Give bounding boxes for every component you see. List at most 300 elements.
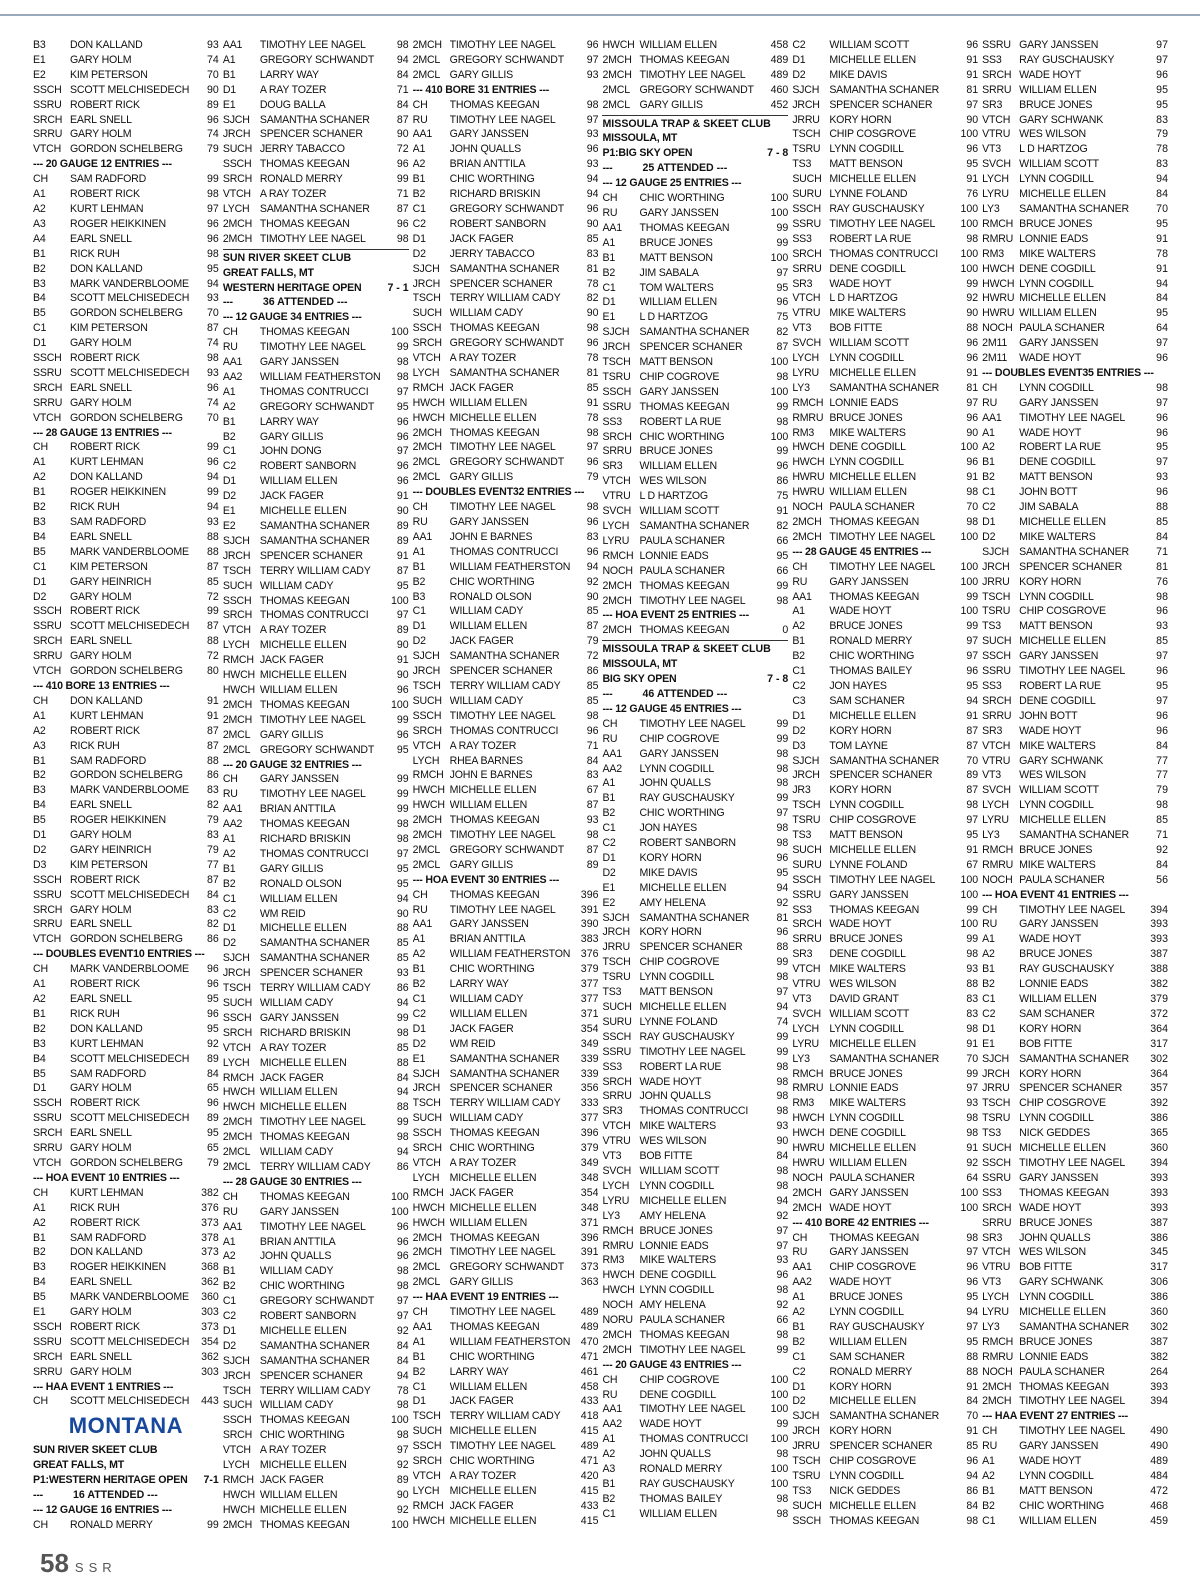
class-code: D2: [222, 490, 236, 503]
score: 78: [586, 352, 599, 365]
score: 98: [396, 1265, 409, 1278]
score: 65: [207, 1082, 219, 1095]
shooter-name: JACK FAGER: [259, 1474, 324, 1486]
result-row: [413, 575, 599, 590]
result-row: [413, 664, 599, 679]
result-row: [33, 83, 219, 98]
class-code: 2MCH: [412, 1231, 442, 1244]
result-row: [223, 459, 409, 474]
score: 390: [580, 918, 599, 931]
event-header: --- HOA EVENT 10 ENTRIES ---: [33, 1171, 180, 1184]
class-code: B1: [792, 1320, 805, 1333]
class-code: C1: [792, 665, 806, 678]
result-row: [413, 798, 599, 813]
result-row: [982, 1171, 1168, 1186]
shooter-name: KIM PETERSON: [70, 322, 148, 335]
score: 98: [207, 247, 219, 260]
result-row: [982, 858, 1168, 873]
score: 85: [586, 694, 599, 707]
result-row: [792, 768, 978, 783]
score: 91: [966, 709, 979, 722]
class-code: B2: [982, 978, 995, 991]
score: 362: [201, 1350, 219, 1363]
score: 96: [966, 337, 979, 350]
class-code: D1: [412, 232, 426, 245]
class-code: B4: [33, 1276, 46, 1289]
shooter-name: SCOTT MELCHISEDECH: [70, 1112, 190, 1125]
class-code: TSRU: [792, 143, 821, 156]
result-row: [792, 575, 978, 590]
score: 96: [586, 143, 599, 156]
class-code: B2: [33, 501, 46, 514]
score: 70: [966, 501, 979, 514]
score: 96: [586, 39, 599, 51]
class-code: CH: [792, 560, 808, 573]
result-row: [982, 187, 1168, 202]
result-row: [223, 1249, 409, 1264]
result-row: [223, 430, 409, 445]
class-code: B1: [412, 173, 426, 186]
shooter-name: THOMAS KEEGAN: [259, 1190, 350, 1203]
shooter-name: MIKE WALTERS: [829, 963, 906, 976]
class-code: B2: [412, 978, 426, 991]
result-row: [792, 634, 978, 649]
score: 394: [1150, 1395, 1168, 1408]
class-code: SRRU: [33, 128, 63, 141]
shooter-name: WILLIAM ELLEN: [259, 683, 338, 696]
result-row: [982, 142, 1168, 157]
shooter-name: GARY JANSSEN: [1019, 1171, 1099, 1184]
class-code: SRCH: [412, 337, 442, 350]
class-code: SRCH: [222, 609, 253, 622]
result-row: [602, 83, 788, 98]
shooter-name: ROBERT RICK: [70, 352, 140, 365]
score: 95: [207, 1127, 219, 1140]
score: 97: [966, 650, 979, 663]
shooter-name: CHIP COSGROVE: [829, 1261, 916, 1274]
shooter-name: BOB FITTE: [1019, 1037, 1073, 1050]
class-code: SSCH: [792, 1514, 821, 1527]
shooter-name: EARL SNELL: [70, 635, 132, 648]
shoot-info-label: ---: [602, 162, 613, 175]
shooter-name: MICHELLE ELLEN: [1019, 292, 1106, 305]
score: 97: [776, 266, 789, 279]
score: 98: [966, 1514, 979, 1527]
class-code: SRRU: [33, 396, 63, 409]
class-code: HWCH: [792, 456, 825, 469]
class-code: VTCH: [982, 739, 1011, 752]
class-code: 2MCL: [222, 1160, 251, 1173]
result-row: [33, 411, 219, 426]
result-row: [792, 1007, 978, 1022]
result-row: [413, 604, 599, 619]
score: 100: [390, 1190, 409, 1203]
shooter-name: THOMAS KEEGAN: [449, 814, 540, 827]
result-row: [792, 396, 978, 411]
shooter-name: JACK FAGER: [259, 490, 324, 503]
result-row: [223, 187, 409, 202]
result-row: [33, 38, 219, 53]
result-row: [33, 98, 219, 113]
event-header: --- HOA EVENT 25 ENTRIES ---: [602, 609, 749, 622]
shooter-name: LYNNE FOLAND: [639, 1015, 718, 1028]
club-location: MISSOULA, MT: [602, 658, 678, 671]
score: 91: [207, 694, 219, 707]
result-row: [413, 366, 599, 381]
class-code: SURU: [792, 858, 822, 871]
result-row: [223, 743, 409, 758]
result-row: [223, 202, 409, 217]
shooter-name: TIMOTHY LEE NAGEL: [259, 232, 366, 245]
shooter-name: A RAY TOZER: [259, 1444, 327, 1457]
result-row: [982, 1231, 1168, 1246]
result-row: [33, 306, 219, 321]
result-row: [602, 1447, 788, 1462]
shooter-name: THOMAS KEEGAN: [449, 322, 540, 335]
score: 100: [390, 326, 409, 339]
class-code: JR3: [792, 784, 811, 797]
shooter-name: TIMOTHY LEE NAGEL: [449, 113, 556, 126]
class-code: B2: [602, 807, 616, 820]
score: 94: [966, 694, 979, 707]
shooter-name: CHIC WORTHING: [1019, 1499, 1105, 1512]
score: 93: [207, 366, 219, 379]
result-row: [413, 1245, 599, 1260]
result-row: [223, 1026, 409, 1041]
result-row: [602, 266, 788, 281]
score: 393: [1150, 1380, 1168, 1393]
class-code: VTCH: [33, 143, 62, 156]
score: 100: [390, 1518, 409, 1531]
class-code: VT3: [982, 1276, 1001, 1289]
shoot-info-label: BIG SKY OPEN: [602, 673, 677, 686]
shooter-name: DENE COGDILL: [829, 948, 906, 961]
score: 98: [396, 833, 409, 846]
event-header: --- 12 GAUGE 16 ENTRIES ---: [33, 1504, 172, 1516]
class-code: 2MCH: [412, 1246, 442, 1259]
shooter-name: GARY JANSSEN: [829, 1246, 909, 1259]
result-row: [602, 519, 788, 534]
score: 97: [1156, 337, 1168, 350]
result-row: [982, 1037, 1168, 1052]
class-code: HWCH: [222, 1488, 255, 1501]
class-code: VTCH: [412, 352, 441, 365]
result-row: [792, 1335, 978, 1350]
score: 93: [586, 128, 599, 141]
result-row: [223, 53, 409, 68]
class-code: D1: [33, 829, 47, 842]
score: 93: [207, 516, 219, 528]
shooter-name: THOMAS CONTRUCCI: [449, 724, 559, 737]
result-row: [33, 619, 219, 634]
shooter-name: KURT LEHMAN: [70, 709, 144, 722]
result-row: [223, 638, 409, 653]
result-row: [792, 351, 978, 366]
score: 378: [201, 1231, 219, 1244]
score: 433: [580, 1395, 599, 1408]
class-code: SS3: [982, 1186, 1002, 1199]
event-header: --- 20 GAUGE 43 ENTRIES ---: [602, 1358, 742, 1371]
score: 71: [1156, 829, 1168, 842]
shooter-name: THOMAS KEEGAN: [639, 579, 730, 592]
result-row: [413, 127, 599, 142]
shooter-name: DENE COGDILL: [1019, 694, 1096, 707]
class-code: SJCH: [222, 113, 250, 126]
result-row: [602, 1417, 788, 1432]
shooter-name: MICHELLE ELLEN: [449, 1484, 537, 1497]
score: 379: [1150, 993, 1168, 1005]
event-header: --- HOA EVENT 41 ENTRIES ---: [982, 888, 1129, 901]
result-row: [33, 113, 219, 128]
shooter-name: JOHN E BARNES: [449, 530, 533, 543]
score: 97: [396, 445, 409, 458]
class-code: A2: [602, 1448, 616, 1461]
shoot-info: [223, 295, 409, 310]
result-row: [223, 728, 409, 743]
class-code: C1: [33, 560, 47, 573]
score: 99: [207, 1518, 219, 1531]
class-code: HWCH: [602, 1284, 635, 1297]
score: 415: [580, 1514, 599, 1527]
result-row: [792, 1394, 978, 1409]
result-row: [223, 1443, 409, 1458]
class-code: SR3: [602, 460, 623, 473]
class-code: RMCH: [982, 843, 1014, 856]
shooter-name: DON KALLAND: [70, 1246, 143, 1259]
class-code: SUCH: [982, 1142, 1012, 1155]
event-header: --- HOA EVENT 30 ENTRIES ---: [412, 873, 560, 886]
class-code: D2: [602, 866, 616, 879]
score: 95: [966, 1291, 979, 1304]
class-code: RU: [602, 206, 618, 219]
shooter-name: TERRY WILLIAM CADY: [259, 564, 371, 577]
result-row: [602, 821, 788, 836]
score: 471: [580, 1455, 599, 1468]
shooter-name: LONNIE EADS: [639, 1239, 709, 1252]
result-row: [223, 142, 409, 157]
shooter-name: THOMAS CONTRUCCI: [639, 1105, 749, 1118]
class-code: C1: [602, 281, 616, 294]
magazine-name: SSR: [74, 1560, 117, 1575]
score: 91: [207, 709, 219, 722]
score: 91: [396, 490, 409, 503]
score: 379: [580, 963, 599, 976]
result-row: [33, 217, 219, 232]
class-code: 2MCH: [602, 594, 632, 607]
result-row: [413, 1156, 599, 1171]
shooter-name: WILLIAM ELLEN: [639, 296, 717, 309]
score: 379: [580, 1142, 599, 1155]
score: 89: [396, 520, 409, 532]
shoot-info-value: 36 ATTENDED ---: [262, 296, 348, 309]
result-row: [413, 739, 599, 754]
shooter-name: ROBERT LA RUE: [1019, 679, 1101, 692]
result-row: [33, 262, 219, 277]
score: 98: [586, 501, 599, 514]
result-row: [413, 545, 599, 560]
class-code: B1: [33, 1231, 46, 1244]
shooter-name: PAULA SCHANER: [639, 534, 725, 547]
class-code: JRCH: [602, 341, 630, 354]
class-code: A2: [982, 948, 995, 961]
class-code: JRCH: [792, 769, 820, 782]
class-code: VTCH: [792, 292, 821, 305]
class-code: SUCH: [222, 1399, 253, 1412]
class-code: SSCH: [33, 83, 62, 96]
result-row: [223, 1145, 409, 1160]
class-code: SSRU: [602, 400, 632, 413]
shooter-name: KORY HORN: [639, 851, 702, 864]
shooter-name: LARRY WAY: [259, 68, 319, 81]
score: 98: [776, 1492, 789, 1505]
score: 415: [580, 1425, 599, 1438]
class-code: SSRU: [792, 217, 821, 230]
result-row: [792, 873, 978, 888]
score: 97: [396, 609, 409, 622]
result-row: [413, 1007, 599, 1022]
result-row: [602, 1328, 788, 1343]
result-row: [982, 455, 1168, 470]
shooter-name: JERRY TABACCO: [449, 247, 535, 260]
class-code: B2: [222, 430, 236, 443]
result-row: [982, 1216, 1168, 1231]
score: 95: [966, 1335, 979, 1348]
shooter-name: MICHELLE ELLEN: [259, 1459, 347, 1472]
class-code: C2: [222, 1310, 236, 1323]
score: 99: [396, 803, 409, 816]
result-row: [982, 381, 1168, 396]
result-row: [982, 917, 1168, 932]
score: 92: [966, 292, 979, 305]
score: 88: [966, 1365, 979, 1378]
shooter-name: THOMAS CONTRUCCI: [639, 1433, 749, 1446]
event-header: --- 12 GAUGE 25 ENTRIES ---: [602, 177, 742, 190]
score: 349: [580, 1037, 599, 1050]
score: 386: [1150, 1291, 1168, 1304]
class-code: RU: [412, 113, 428, 126]
score: 376: [580, 948, 599, 961]
score: 303: [201, 1365, 219, 1378]
class-code: A1: [602, 236, 616, 249]
result-row: [413, 932, 599, 947]
score: 97: [966, 1246, 979, 1259]
shooter-name: SPENCER SCHANER: [259, 549, 363, 562]
result-row: [792, 709, 978, 724]
result-row: [223, 623, 409, 638]
shooter-name: TIMOTHY LEE NAGEL: [449, 1440, 556, 1453]
result-row: [223, 1518, 409, 1533]
score: 91: [966, 1142, 979, 1155]
shooter-name: BRUCE JONES: [829, 1067, 903, 1080]
result-row: [982, 1126, 1168, 1141]
shooter-name: THOMAS KEEGAN: [639, 1328, 730, 1341]
class-code: 2MCH: [222, 1131, 253, 1144]
score: 91: [966, 843, 979, 856]
score: 97: [207, 202, 219, 215]
shooter-name: MIKE WALTERS: [829, 307, 906, 320]
result-row: [223, 892, 409, 907]
class-code: AA1: [222, 39, 243, 51]
class-code: B5: [33, 814, 46, 827]
score: 94: [396, 892, 409, 905]
class-code: SRRU: [982, 1216, 1012, 1229]
result-row: [602, 579, 788, 594]
result-row: [982, 53, 1168, 68]
score: 490: [1150, 1425, 1168, 1438]
result-row: [413, 172, 599, 187]
result-row: [792, 992, 978, 1007]
score: 393: [1150, 1186, 1168, 1199]
class-code: AA1: [412, 1320, 433, 1333]
shooter-name: TOM LAYNE: [829, 739, 888, 752]
shooter-name: GORDON SCHELBERG: [70, 143, 183, 156]
shooter-name: SAMANTHA SCHANER: [259, 113, 370, 126]
shooter-name: BRUCE JONES: [639, 1224, 713, 1237]
class-code: TS3: [792, 829, 812, 842]
result-row: [792, 426, 978, 441]
result-row: [223, 996, 409, 1011]
score: 94: [207, 471, 219, 484]
score: 92: [776, 896, 789, 909]
shooter-name: WES WILSON: [1019, 769, 1087, 782]
class-code: HWCH: [602, 1269, 635, 1282]
club-name: MISSOULA TRAP & SKEET CLUB: [602, 640, 788, 657]
score: 360: [1150, 1142, 1168, 1155]
score: 74: [776, 1015, 789, 1028]
shooter-name: GARY JANSSEN: [1019, 39, 1099, 51]
result-row: [33, 1111, 219, 1126]
shoot-info-label: P1:BIG SKY OPEN: [602, 147, 693, 160]
class-code: CH: [222, 326, 238, 339]
score: 76: [1156, 575, 1168, 588]
class-code: RU: [602, 732, 618, 745]
result-row: [792, 1081, 978, 1096]
result-row: [223, 415, 409, 430]
score: 96: [776, 296, 789, 309]
shooter-name: THOMAS BAILEY: [829, 665, 913, 678]
result-row: [223, 1071, 409, 1086]
result-row: [33, 754, 219, 769]
class-code: NORU: [602, 1314, 633, 1327]
score: 89: [396, 624, 409, 637]
class-code: SSCH: [33, 605, 62, 618]
result-row: [602, 1164, 788, 1179]
score: 96: [586, 456, 599, 469]
score: 96: [966, 411, 979, 424]
class-code: RMCH: [222, 1071, 254, 1084]
result-row: [33, 1305, 219, 1320]
shooter-name: TERRY WILLIAM CADY: [259, 982, 371, 995]
result-row: [602, 1477, 788, 1492]
result-row: [33, 366, 219, 381]
score: 100: [960, 873, 979, 886]
result-row: [982, 1201, 1168, 1216]
shooter-name: GARY JANSSEN: [1019, 918, 1099, 931]
result-row: [223, 127, 409, 142]
shooter-name: WILLIAM ELLEN: [449, 1007, 528, 1020]
shooter-name: BRUCE JONES: [1019, 843, 1093, 856]
score: 90: [586, 590, 599, 603]
shooter-name: GREGORY SCHWANDT: [259, 743, 375, 756]
score: 82: [776, 520, 789, 532]
score: 96: [586, 516, 599, 528]
result-row: [33, 917, 219, 932]
class-code: RU: [222, 1205, 238, 1218]
shooter-name: THOMAS CONTRUCCI: [259, 609, 369, 622]
score: 94: [1156, 173, 1168, 186]
class-code: JRCH: [412, 665, 441, 678]
shooter-name: SAMANTHA SCHANER: [1019, 829, 1129, 842]
